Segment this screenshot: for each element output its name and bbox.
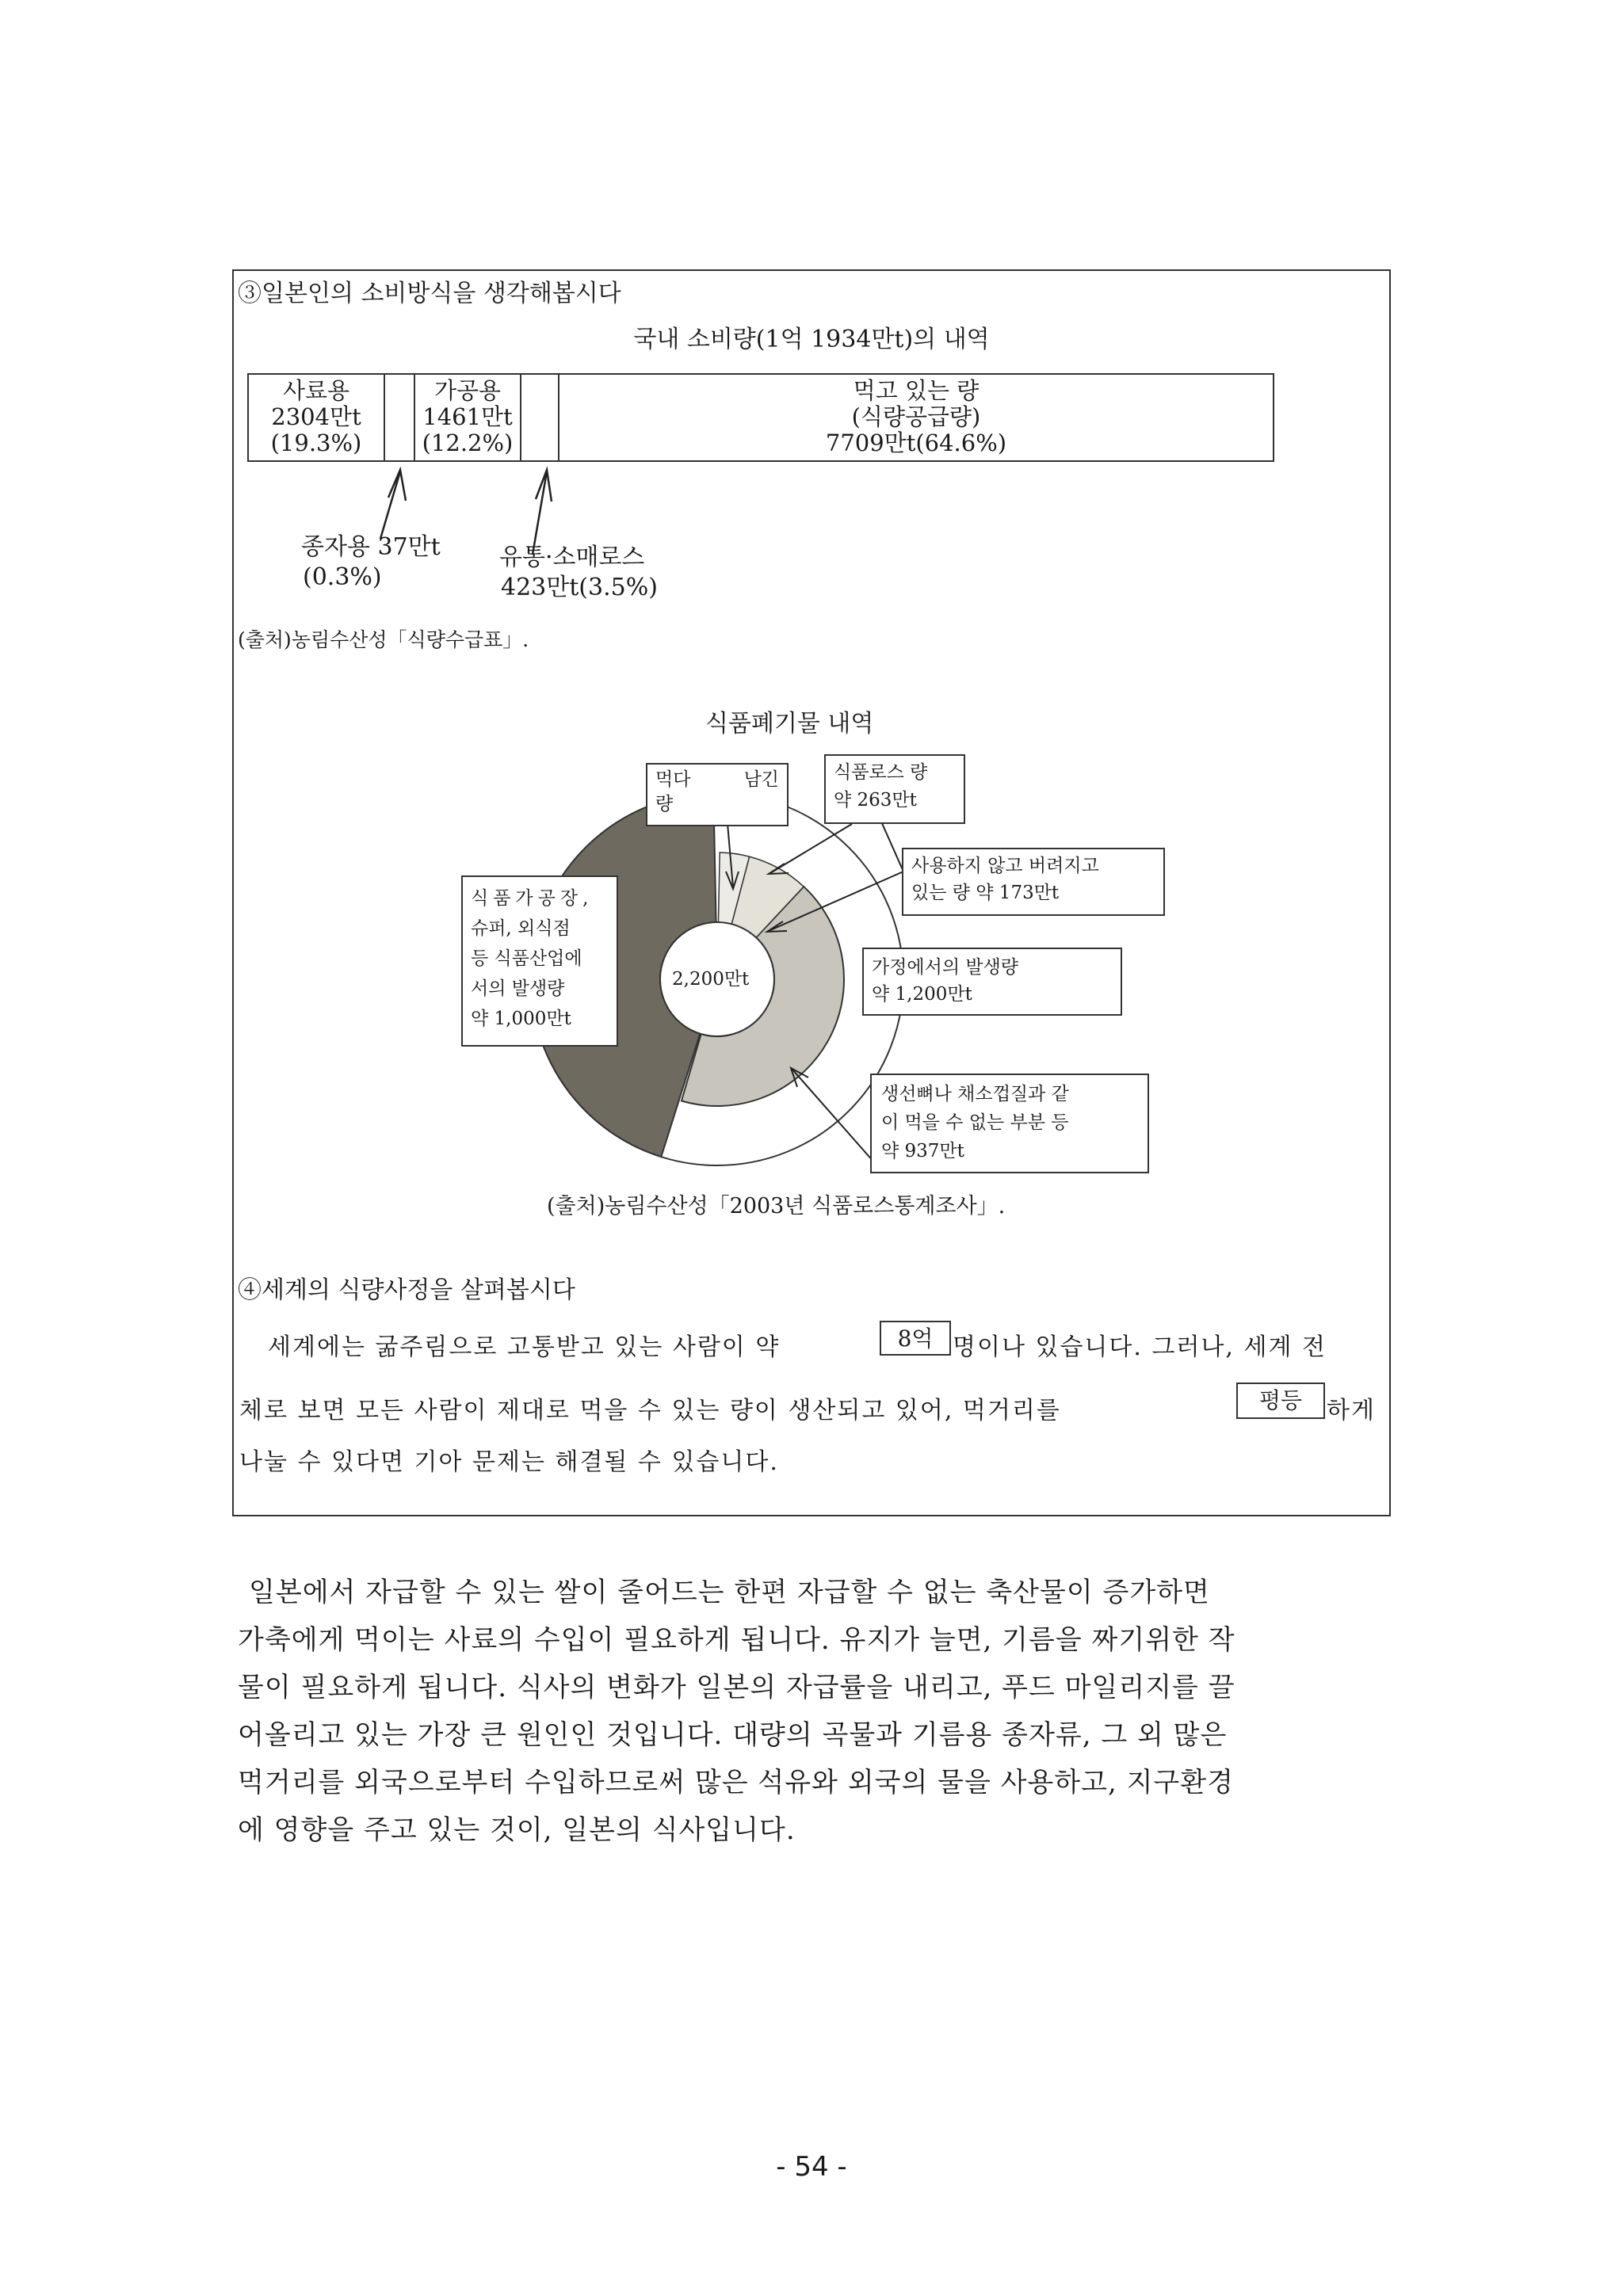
waste-chart-title: 식품폐기물 내역 — [705, 710, 874, 738]
page-number: - 54 - — [776, 2151, 847, 2183]
body-line: 어올리고 있는 가장 큰 원인인 것입니다. 대량의 곡물과 기름용 종자류, 그 외 많은 — [238, 1719, 1228, 1751]
section4-heading: ④세계의 식량사정을 살펴봅시다 — [238, 1276, 575, 1304]
body-line: 먹거리를 외국으로부터 수입하므로써 많은 석유와 외국의 물을 사용하고, 지구환경 — [238, 1767, 1234, 1798]
answer-box-equal: 평등 — [1236, 1383, 1325, 1419]
inedible-label-box: 생선뼈나 채소껍질과 같 이 먹을 수 없는 부분 등 약 937만t — [870, 1074, 1149, 1173]
feed-name: 사료용 — [282, 377, 350, 404]
section4-line1-a: 세계에는 굶주림으로 고통받고 있는 사람이 약 — [268, 1333, 781, 1361]
section4-line2-a: 체로 보면 모든 사람이 제대로 먹을 수 있는 량이 생산되고 있어, 먹거리를 — [239, 1397, 1061, 1425]
body-paragraph — [238, 1569, 1235, 1854]
eaten-name: 먹고 있는 량 — [853, 377, 980, 404]
industry-label-box: 식품가공장, 슈퍼, 외식점 등 식품산업에 서의 발생량 약 1,000만t — [461, 875, 618, 1047]
answer-box-8: 8억 — [880, 1321, 951, 1356]
body-line: 물이 필요하게 됩니다. 식사의 변화가 일본의 자급률을 내리고, 푸드 마일리지를 끌 — [238, 1672, 1235, 1703]
donut-center-label: 2,200만t — [672, 969, 750, 990]
section3-heading: ③일본인의 소비방식을 생각해봅시다 — [238, 280, 621, 307]
section3-source: (출처)농림수산성「식량수급표」. — [238, 628, 529, 651]
waste-chart-source: (출처)농림수산성「2003년 식품로스통계조사」. — [547, 1194, 1006, 1219]
distribution-label: 유통·소매로스 423만t(3.5%) — [499, 543, 658, 601]
unused-label-box: 사용하지 않고 버려지고 있는 량 약 173만t — [902, 848, 1165, 916]
leftover-label-box — [646, 763, 789, 826]
section4-line2-b: 하게 — [1327, 1397, 1376, 1425]
consumption-chart-title: 국내 소비량(1억 1934만t)의 내역 — [633, 326, 990, 353]
processing-amount: 1461만t — [422, 403, 513, 430]
leftover-label-line1b: 남긴 — [743, 769, 779, 790]
seed-label: 종자용 37만t (0.3%) — [301, 533, 441, 591]
leftover-label-line1a: 먹다 — [655, 769, 691, 790]
household-label-box: 가정에서의 발생량 약 1,200만t — [862, 948, 1122, 1016]
leftover-label-line2: 량 — [655, 794, 674, 814]
section4-line3: 나눌 수 있다면 기아 문제는 해결될 수 있습니다. — [239, 1448, 779, 1476]
body-line: 에 영향을 주고 있는 것이, 일본의 식사입니다. — [238, 1814, 796, 1846]
processing-pct: (12.2%) — [422, 429, 514, 456]
feed-pct: (19.3%) — [270, 429, 362, 456]
feed-amount: 2304만t — [271, 403, 361, 430]
eaten-sub: (식량공급량) — [851, 403, 981, 430]
body-line: 일본에서 자급할 수 있는 쌀이 줄어드는 한편 자급할 수 없는 축산물이 증가하면 — [249, 1577, 1210, 1608]
section4-line1-b: 명이나 있습니다. 그러나, 세계 전 — [953, 1333, 1327, 1361]
processing-name: 가공용 — [433, 377, 502, 404]
eaten-amount: 7709만t(64.6%) — [825, 429, 1007, 456]
body-line: 가축에게 먹이는 사료의 수입이 필요하게 됩니다. 유지가 늘면, 기름을 짜기위한 작 — [238, 1624, 1235, 1656]
loss-label-box: 식품로스 량 약 263만t — [824, 754, 965, 824]
